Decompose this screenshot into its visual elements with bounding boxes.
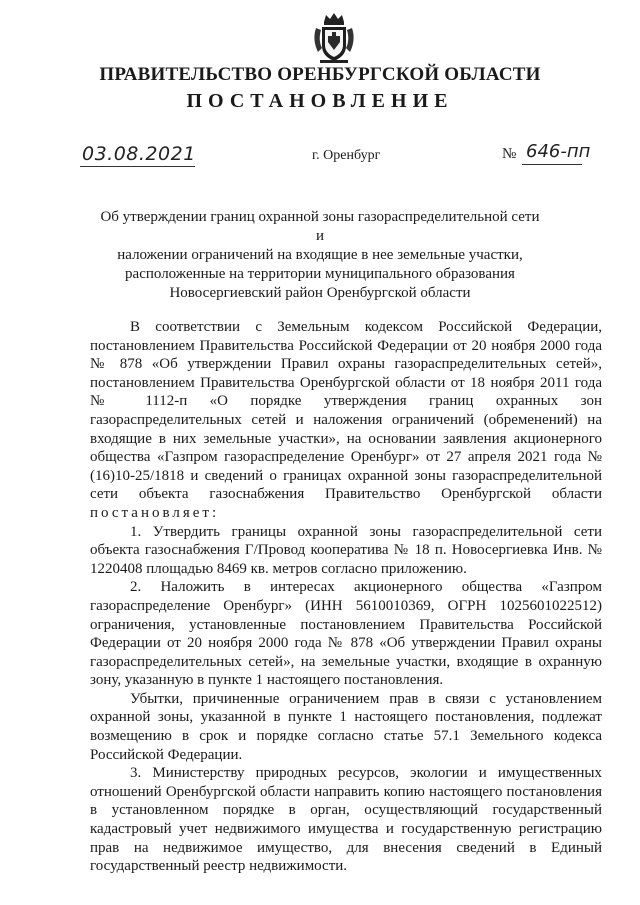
losses-paragraph: Убытки, причиненные ограничением прав в связи с установлением охранной зоны, указанной в пункте 1 настоящего постановления, подлежат возмещению в срок и порядке согласно статье 57.1 Земельного кодекса Российской Федерации. [90, 690, 602, 763]
handwritten-date: 03.08.2021 [82, 143, 196, 165]
handwritten-number: 646-пп [526, 141, 591, 162]
document-subject [100, 208, 540, 303]
preamble-text: В соответствии с Земельным кодексом Российской Федерации, постановлением Правительства Российской Федерации от 20 ноября 2000 года № 878 «Об утверждении Правил охраны газораспределительных сетей», постановлением Правительства Оренбургской области от 18 ноября 2011 года № 1112-п «О порядке утверждения границ охранных зон газораспределительных сетей и наложения ограничений (обременений) на входящие в них земельные участки», на основании заявления акционерного общества «Газпром газораспределение Оренбург» от 27 апреля 2021 года № (16)10-25/1818 и сведений о границах охранной зоны газораспределительной сети объекта газоснабжения Правительство Оренбургской области [90, 319, 602, 503]
subject-line: Новосергиевский район Оренбургской области [169, 285, 471, 301]
clause-2-paragraph: 2. Наложить в интересах акционерного общества «Газпром газораспределение Оренбург» (ИНН 5610010369, ОГРН 1025601022512) ограничения, установленные постановлением Правительства Российской Федерации от 20 ноября 2000 года № 878 «Об утверждении Правил охраны газораспределительных сетей», на земельные участки, входящие в охранную зону, указанную в пункте 1 настоящего постановления. [90, 579, 602, 689]
subject-line: Об утверждении границ охранной зоны газораспределительной сети и [100, 209, 540, 244]
subject-line: наложении ограничений на входящие в нее земельные участки, [117, 247, 523, 263]
clause-3-paragraph: 3. Министерству природных ресурсов, экологии и имущественных отношений Оренбургской области направить копию настоящего постановления в установленном порядке в орган, осуществляющий государственный кадастровый учет недвижимого имущества и государственную регистрацию прав на недвижимое имущество, для внесения сведений в Единый государственный реестр недвижимости. [90, 765, 602, 875]
subject-line: расположенные на территории муниципального образования [125, 266, 515, 282]
preamble-paragraph [90, 318, 602, 523]
clause-1-paragraph: 1. Утвердить границы охранной зоны газораспределительной сети объекта газоснабжения Г/Провод кооператива № 18 п. Новосергиевка Инв. № 1220408 площадью 8469 кв. метров согласно приложению. [90, 523, 602, 577]
document-type-title: ПОСТАНОВЛЕНИЕ [186, 90, 454, 112]
document-body [90, 318, 602, 876]
orenburg-coat-of-arms-icon [312, 12, 356, 64]
city-label: г. Оренбург [312, 148, 381, 163]
decree-word: постановляет: [90, 504, 220, 521]
number-sign: № [502, 146, 517, 162]
date-underline [80, 166, 195, 167]
date-number-line [80, 143, 620, 169]
number-underline [522, 164, 582, 165]
government-title: ПРАВИТЕЛЬСТВО ОРЕНБУРГСКОЙ ОБЛАСТИ [99, 64, 541, 85]
